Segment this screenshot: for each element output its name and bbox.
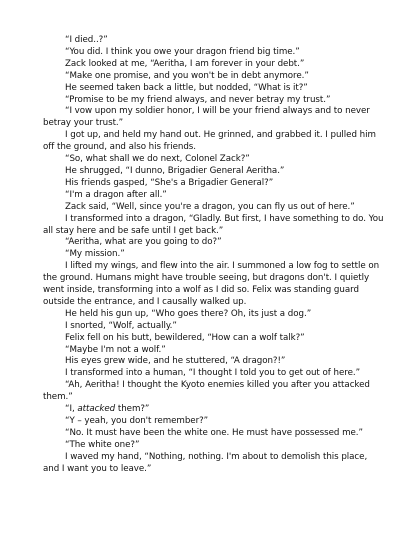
paragraph-1: “I died..?” (65, 35, 108, 45)
paragraph-6: “Promise to be my friend always, and never betray my trust.” (65, 94, 331, 105)
emphasized-word: attacked (77, 404, 116, 415)
paragraph-25 (43, 404, 384, 416)
paragraph-9: “So, what shall we do next, Colonel Zack?” (65, 154, 250, 165)
paragraph-10: He shrugged, “I dunno, Brigadier General Aeritha.” (65, 165, 285, 176)
paragraph-19: I snorted, “Wolf, actually.” (65, 320, 177, 331)
paragraph-28: “The white one?” (65, 439, 140, 450)
paragraph-21: “Maybe I'm not a wolf.” (65, 344, 166, 355)
paragraph-11: His friends gasped, “She's a Brigadier General?” (65, 177, 274, 188)
paragraph-29: I waved my hand, “Nothing, nothing. I'm about to demolish this place, and I want you to leave.” (43, 451, 368, 474)
paragraph-12: “I'm a dragon after all.” (65, 189, 167, 200)
paragraph-7: “I vow upon my soldier honor, I will be your friend always and to never betray your trust.” (43, 106, 370, 129)
paragraph-17: I lifted my wings, and flew into the air. I summoned a low fog to settle on the ground. Humans might have trouble seeing, but dragons don't. I quietly went inside, transforming into a wolf as I did so. Felix was standing guard outside the entrance, and I causally walked up. (43, 261, 380, 307)
paragraph-2: “You did. I think you owe your dragon friend big time.” (65, 46, 300, 57)
paragraph-24: “Ah, Aeritha! I thought the Kyoto enemies killed you after you attacked them.” (43, 380, 370, 403)
paragraph-13: Zack said, “Well, since you're a dragon, you can fly us out of here.” (65, 201, 355, 212)
paragraph-27: “No. It must have been the white one. He must have possessed me.” (65, 427, 363, 438)
paragraph-4: “Make one promise, and you won't be in debt anymore.” (65, 70, 309, 81)
paragraph-3: Zack looked at me, “Aeritha, I am forever in your debt.” (65, 58, 305, 69)
paragraph-14: I transformed into a dragon, “Gladly. But first, I have something to do. You all stay here and be safe until I get back.” (43, 213, 384, 236)
paragraph-26: “Y – yeah, you don't remember?” (65, 416, 209, 426)
paragraph-18: He held his gun up, “Who goes there? Oh, its just a dog.” (65, 308, 312, 319)
paragraph-23: I transformed into a human, “I thought I told you to get out of here.” (65, 368, 361, 379)
paragraph-25-end: them?” (115, 404, 150, 415)
paragraph-15: “Aeritha, what are you going to do?” (65, 237, 222, 248)
paragraph-25-start: “I, (65, 404, 78, 415)
story-text (43, 35, 384, 476)
paragraph-16: “My mission.” (65, 249, 125, 260)
paragraph-5: He seemed taken back a little, but nodded, “What is it?” (65, 82, 308, 93)
paragraph-20: Felix fell on his butt, bewildered, “How can a wolf talk?” (65, 332, 305, 343)
paragraph-22: His eyes grew wide, and he stuttered, “A dragon?!” (65, 356, 286, 367)
paragraph-8: I got up, and held my hand out. He grinned, and grabbed it. I pulled him off the ground, and also his friends. (43, 130, 376, 153)
